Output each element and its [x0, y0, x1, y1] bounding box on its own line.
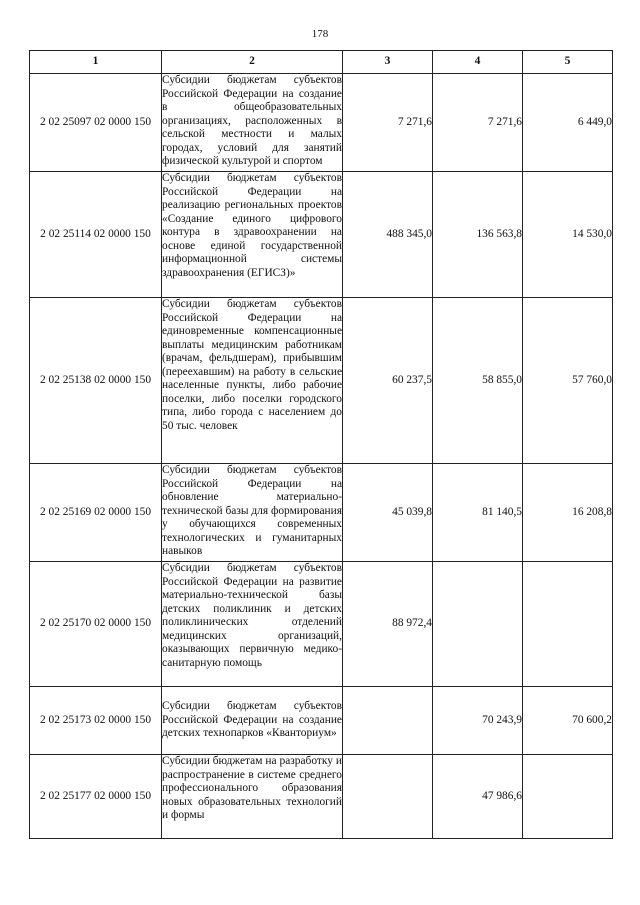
row-value-col-4: 70 243,9 [433, 687, 523, 755]
row-description [162, 172, 343, 298]
table-row [30, 74, 613, 172]
row-description [162, 562, 343, 687]
row-code: 2 02 25097 02 0000 150 [30, 74, 162, 172]
row-description-text: Субсидии бюджетам субъектов Российской Федерации на развитие материально-технической базы детских поликлиник и детских поликлинических отделений медицинских организаций, оказывающих первичную медико-санитарную помощь [162, 562, 342, 669]
row-code: 2 02 25177 02 0000 150 [30, 755, 162, 839]
row-value-col-3 [343, 687, 433, 755]
row-description [162, 687, 343, 755]
row-value-col-5: 14 530,0 [523, 172, 613, 298]
row-value-col-3: 60 237,5 [343, 298, 433, 464]
header-col-1: 1 [30, 51, 162, 74]
row-value-col-5 [523, 755, 613, 839]
row-code: 2 02 25169 02 0000 150 [30, 464, 162, 562]
page-number: 178 [311, 28, 329, 40]
header-col-5: 5 [523, 51, 613, 74]
row-description-text: Субсидии бюджетам субъектов Российской Федерации на единовременные компенсационные выплаты медицинским работникам (врачам, фельдшерам), прибывшим (переехавшим) на работу в сельские населенные пункты, либо рабочие поселки, либо поселки городского типа, либо города с населением до 50 тыс. человек [162, 298, 342, 432]
row-value-col-3 [343, 755, 433, 839]
row-value-col-4: 7 271,6 [433, 74, 523, 172]
row-code: 2 02 25170 02 0000 150 [30, 562, 162, 687]
row-value-col-3: 45 039,8 [343, 464, 433, 562]
row-code: 2 02 25114 02 0000 150 [30, 172, 162, 298]
row-value-col-5: 70 600,2 [523, 687, 613, 755]
row-value-col-5: 16 208,8 [523, 464, 613, 562]
row-value-col-3: 7 271,6 [343, 74, 433, 172]
row-value-col-3: 88 972,4 [343, 562, 433, 687]
row-value-col-4: 136 563,8 [433, 172, 523, 298]
row-description-text: Субсидии бюджетам субъектов Российской Федерации на создание в общеобразовательных организациях, расположенных в сельской местности и малых городах, условий для занятий физической культурой и спортом [162, 74, 342, 167]
table-row [30, 687, 613, 755]
row-description [162, 298, 343, 464]
row-value-col-5: 57 760,0 [523, 298, 613, 464]
row-description [162, 74, 343, 172]
row-description-text: Субсидии бюджетам субъектов Российской Федерации на реализацию региональных проектов «Создание единого цифрового контура в здравоохранении на основе единой государственной информационной системы здравоохранения (ЕГИСЗ)» [162, 172, 342, 279]
row-description-text: Субсидии бюджетам субъектов Российской Федерации на создание детских технопарков «Кванториум» [162, 700, 342, 740]
table-row [30, 562, 613, 687]
row-code: 2 02 25138 02 0000 150 [30, 298, 162, 464]
row-description [162, 755, 343, 839]
row-value-col-4: 58 855,0 [433, 298, 523, 464]
row-value-col-5: 6 449,0 [523, 74, 613, 172]
header-col-2: 2 [162, 51, 343, 74]
row-description [162, 464, 343, 562]
row-value-col-4: 81 140,5 [433, 464, 523, 562]
row-value-col-4 [433, 562, 523, 687]
row-value-col-3: 488 345,0 [343, 172, 433, 298]
row-code: 2 02 25173 02 0000 150 [30, 687, 162, 755]
header-col-4: 4 [433, 51, 523, 74]
table-row [30, 755, 613, 839]
table-header-row [30, 51, 613, 74]
row-value-col-5 [523, 562, 613, 687]
table-row [30, 172, 613, 298]
header-col-3: 3 [343, 51, 433, 74]
budget-table [29, 50, 613, 839]
row-description-text: Субсидии бюджетам на разработку и распространение в системе среднего профессионального образования новых образовательных технологий и формы [162, 755, 342, 821]
row-description-text: Субсидии бюджетам субъектов Российской Федерации на обновление материально-технической базы для формирования у обучающихся современных технологических и гуманитарных навыков [162, 464, 342, 557]
table-row [30, 464, 613, 562]
row-value-col-4: 47 986,6 [433, 755, 523, 839]
table-row [30, 298, 613, 464]
